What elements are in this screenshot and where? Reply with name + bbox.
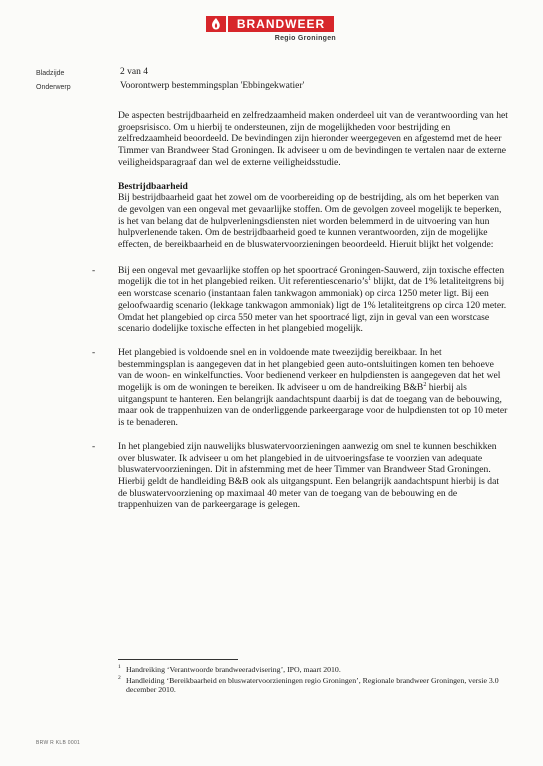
bullet-text: Het plangebied is voldoende snel en in voldoende mate tweezijdig bereikbaar. In het bestemmingsplan is aangegeven dat in het plangebied geen auto-ontsluitingen komen ten behoeve van de woon- en winkelfuncties. Voor bedienend verkeer en hulpdiensten is aangegeven dat het wel mogelijk is om de woningen te bereiken. Ik adviseer u om de handreiking B&B [118, 346, 501, 394]
intro-paragraph: De aspecten bestrijdbaarheid en zelfredzaamheid maken onderdeel uit van de verantwoording van het groepsrisisco. Om u hierbij te ondersteunen, zijn de mogelijkheden voor bestrijding en zelfredzaamheid beoordeeld. De bevindingen zijn hieronder weergegeven en afgestemd met de heer Timmer van Brandweer Stad Groningen. Ik adviseer u om de bevindingen te vertalen naar de externe veiligheidsparagraaf dan wel de externe veiligheidsstudie. [118, 110, 508, 168]
flame-icon [206, 16, 226, 32]
section-paragraph: Bij bestrijdbaarheid gaat het zowel om de voorbereiding op de bestrijding, als om het beperken van de gevolgen van een ongeval met gevaarlijke stoffen. Om de gevolgen zoveel mogelijk te beperken, is het van belang dat de hulpverleningsdiensten niet worden belemmerd in de uitvoering van hun hulpverlenende taken. Om de bestrijdbaarheid goed te kunnen verantwoorden, zijn de mogelijke effecten, de bereikbaarheid en de bluswatervoorzieningen beoordeeld. Hieruit blijkt het volgende: [118, 192, 502, 251]
footnotes [118, 665, 510, 696]
bullet-dash: - [92, 264, 96, 276]
footnote-number: 2 [118, 674, 121, 681]
footnote-divider [118, 659, 238, 660]
bullet-list [92, 264, 510, 511]
logo-subtitle: Regio Groningen [274, 35, 336, 42]
section-heading: Bestrijdbaarheid [118, 180, 188, 192]
footnote-text: Handleiding ‘Bereikbaarheid en bluswatervoorzieningen regio Groningen’, Regionale brandweer Groningen, versie 3.0 december 2010. [126, 675, 499, 695]
page-value: 2 van 4 [120, 67, 148, 77]
page-label: Bladzijde [36, 70, 65, 77]
meta-subject-row [36, 80, 304, 94]
letter-body [92, 110, 510, 523]
bullet-dash: - [92, 346, 96, 358]
bullet-text-cont: hierbij als uitgangspunt te hanteren. Een belangrijk aandachtspunt daarbij is dat de toegang van de bebouwing, maar ook de trappenhuizen van de onderliggende parkeergarage voor de hulpdiensten tot op 10 meter is te benaderen. [118, 382, 508, 429]
document-meta [36, 66, 304, 94]
bullet-dash: - [92, 440, 96, 452]
bullet-text: In het plangebied zijn nauwelijks bluswatervoorzieningen aanwezig om snel te kunnen beschikken over bluswater. Ik adviseer u om het plangebied in de uitvoeringsfase te voorzien van adequate bluswatervoorzieningen. Dit in afstemming met de heer Timmer van Brandweer Stad Groningen. Hierbij geldt de handleiding B&B ook als uitgangspunt. Een belangrijk aandachtspunt hierbij is dat de bluswatervoorziening op maximaal 40 meter van de toegang van de bebouwing en de trappenhuizen van de parkeergarage is gelegen. [118, 440, 500, 511]
bullet-item [92, 264, 510, 335]
footnote-ref: 2 [423, 381, 427, 388]
subject-label: Onderwerp [36, 84, 71, 91]
footnote-2 [118, 676, 510, 695]
bullet-text-cont: blijkt, dat de 1% letaliteitgrens bij een worstcase scenario (instantaan falen tankwagon ammoniak) op circa 1250 meter ligt. Bij een geloofwaardig scenario (lekkage tankwagon ammoniak) ligt de 1% letaliteitgrens op circa 120 meter. Omdat het plangebied op circa 550 meter van het spoortracé ligt, zijn in geval van een worstcase scenario dodelijke toxische effecten in het plangebied mogelijk. [118, 276, 507, 335]
logo-wordmark: BRANDWEER [228, 16, 334, 32]
footnote-number: 1 [118, 664, 121, 670]
footnote-text: Handreiking ‘Verantwoorde brandweeradvisering’, IPO, maart 2010. [126, 665, 341, 674]
form-code: BRW R KLB 0001 [36, 740, 81, 746]
bullet-item [92, 346, 510, 429]
subject-value: Voorontwerp bestemmingsplan 'Ebbingekwatier' [120, 81, 305, 91]
bullet-item [92, 440, 510, 511]
brandweer-logo [206, 14, 336, 46]
meta-page-row [36, 66, 304, 80]
bullet-text: Bij een ongeval met gevaarlijke stoffen op het spoortracé Groningen-Sauwerd, zijn toxische effecten mogelijk die tot in het plangebied reiken. Uit referentiescenario’s [118, 264, 505, 288]
footnote-1 [118, 665, 510, 675]
footnote-ref: 1 [368, 276, 372, 283]
